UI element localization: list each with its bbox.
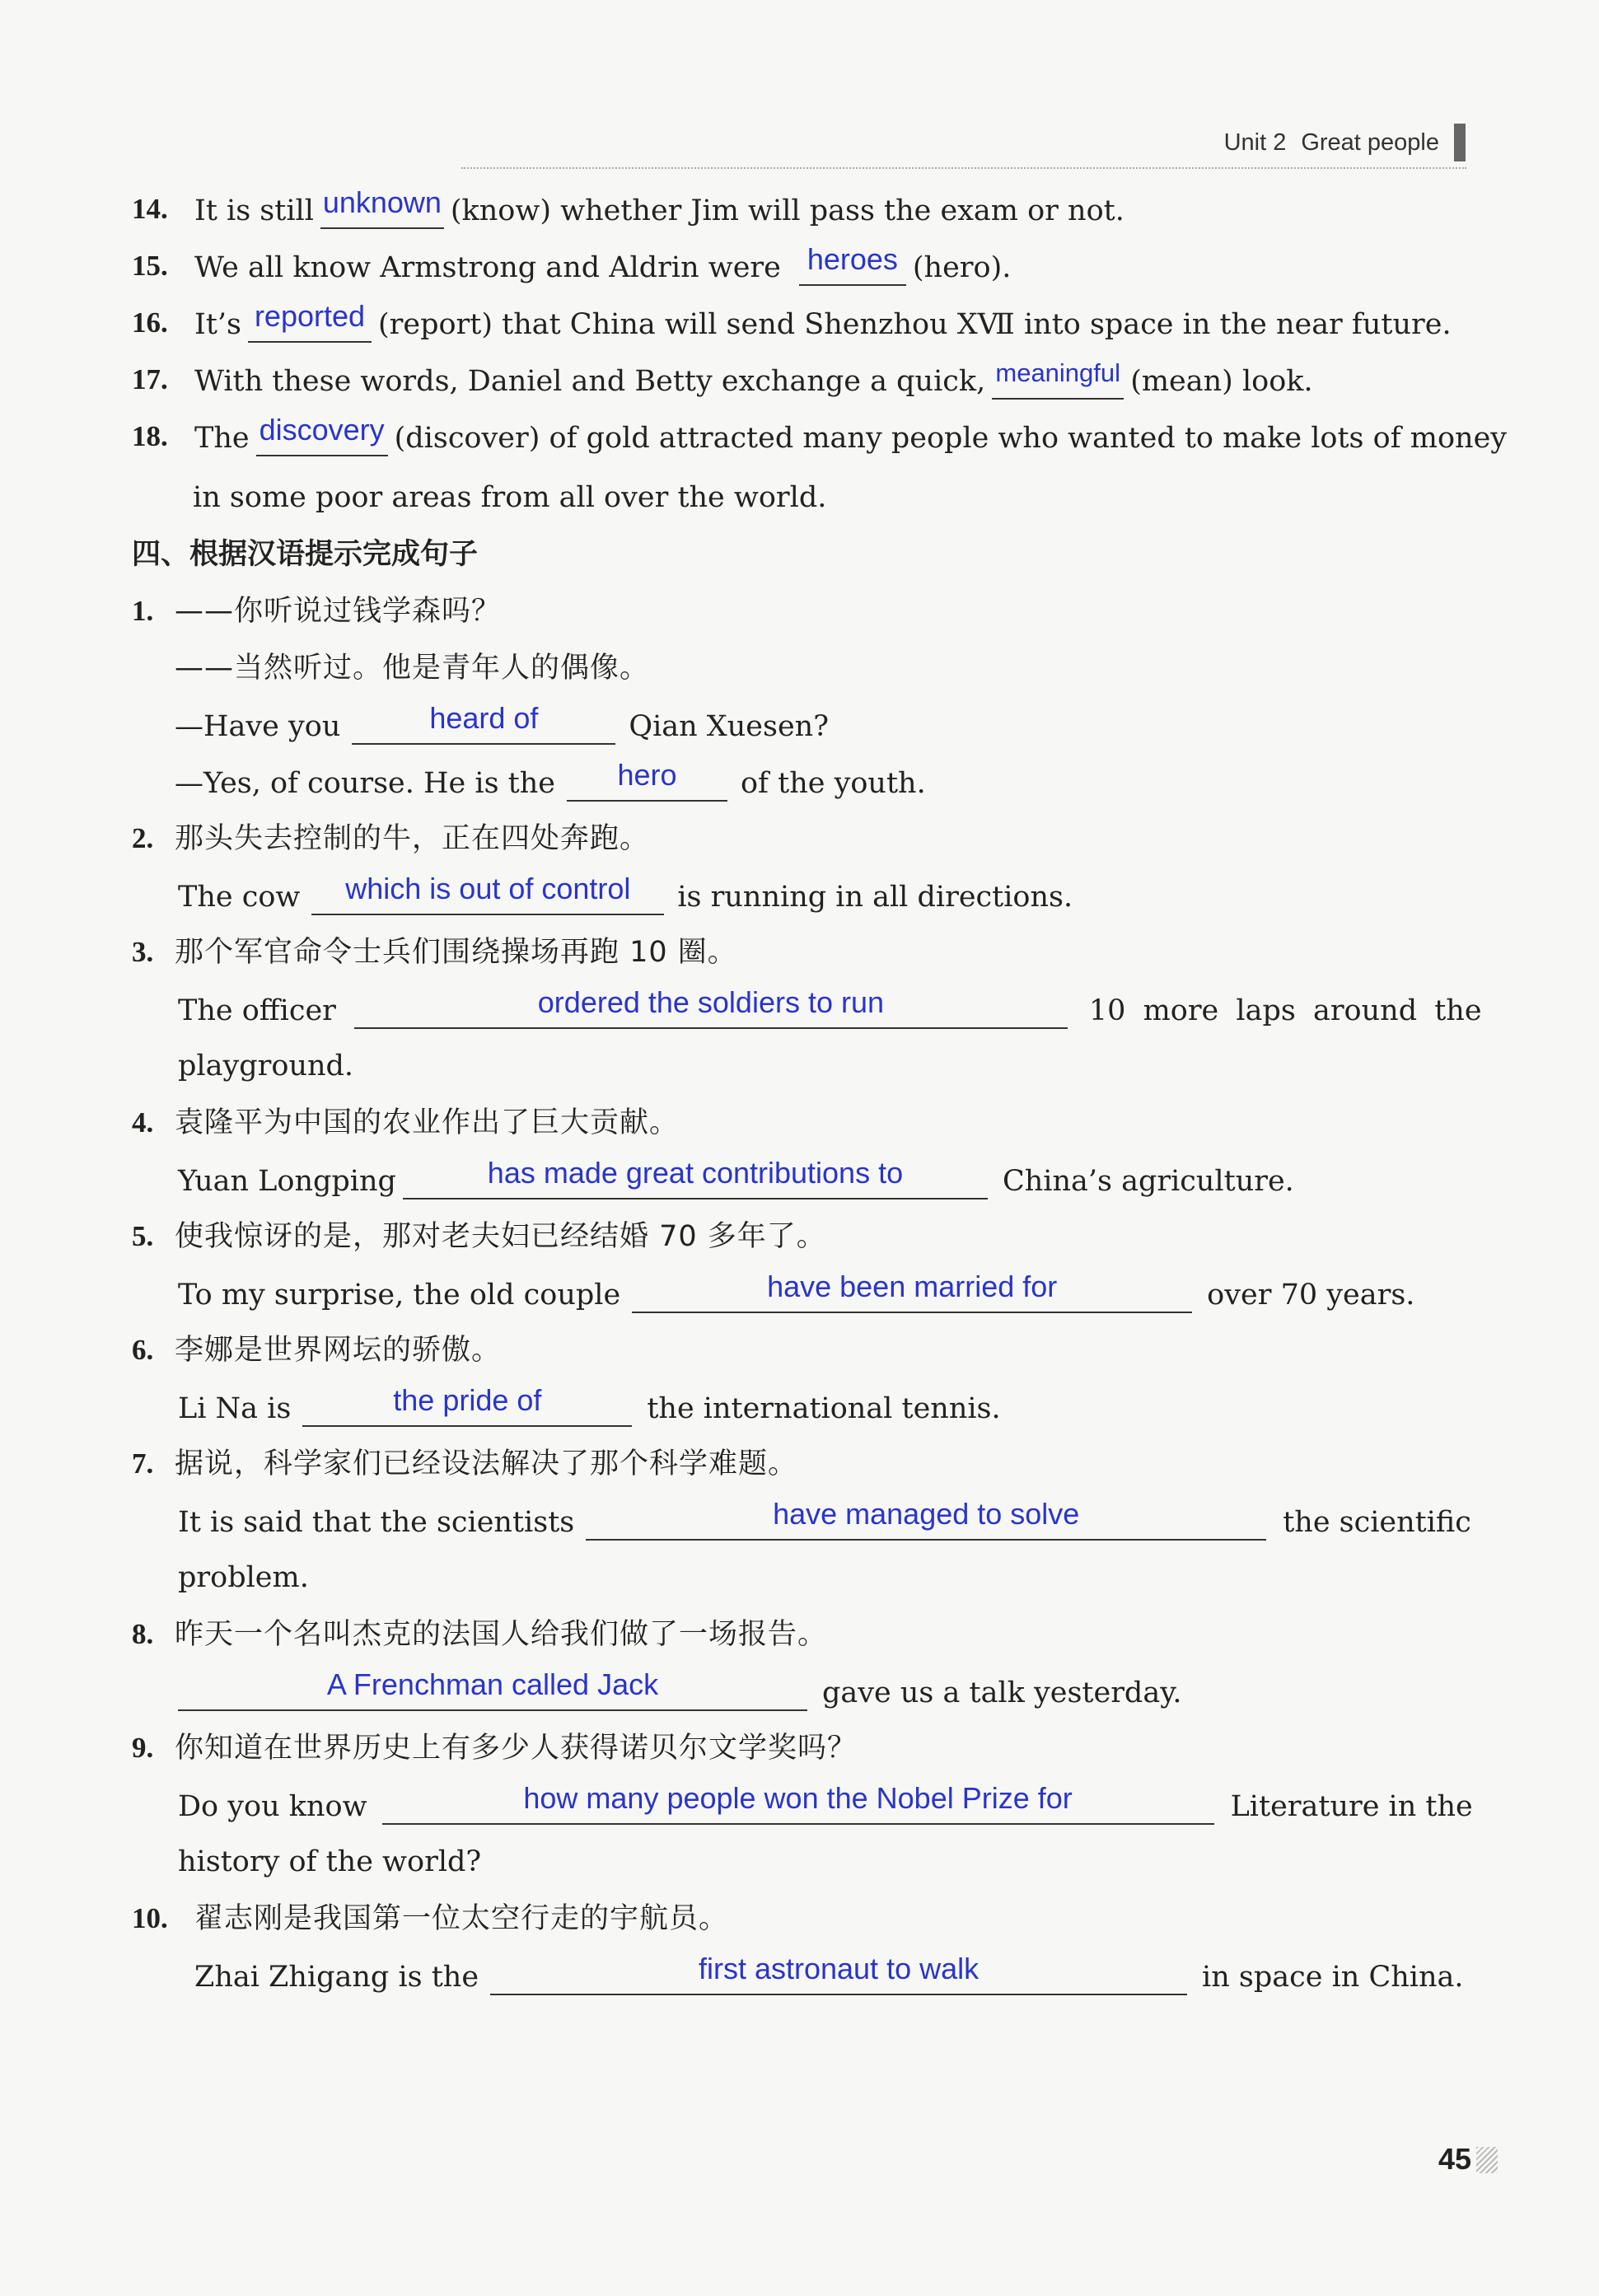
item-text-pre: Yuan Longping bbox=[178, 1165, 396, 1198]
answer-text: have been married for bbox=[767, 1270, 1058, 1303]
item-text-post: (know) whether Jim will pass the exam or not. bbox=[450, 194, 1124, 227]
item-text-post: is running in all directions. bbox=[677, 881, 1073, 914]
item-text-pre: Li Na is bbox=[178, 1392, 292, 1425]
chinese-prompt: 使我惊讶的是，那对老夫妇已经结婚 70 多年了。 bbox=[175, 1220, 826, 1253]
answer-text: have managed to solve bbox=[773, 1497, 1080, 1531]
answer-blank[interactable] bbox=[302, 1383, 632, 1427]
answer-blank[interactable] bbox=[320, 185, 444, 229]
item-text-pre: Zhai Zhigang is the bbox=[194, 1961, 479, 1994]
header-unit: Unit 2 bbox=[1223, 129, 1287, 156]
item-text-post: Literature in the bbox=[1230, 1790, 1473, 1823]
chinese-prompt: 你知道在世界历史上有多少人获得诺贝尔文学奖吗？ bbox=[175, 1732, 858, 1765]
item-text-pre: —Have you bbox=[175, 710, 341, 743]
item-text-post: 10 more laps around the bbox=[1088, 994, 1482, 1027]
answer-blank[interactable] bbox=[352, 701, 615, 745]
item-number: 1. bbox=[132, 595, 154, 627]
item-text-line2: history of the world? bbox=[178, 1845, 482, 1878]
page-corner-hatch-icon bbox=[1476, 2147, 1498, 2173]
item-text-pre: To my surprise, the old couple bbox=[178, 1279, 621, 1312]
answer-blank[interactable] bbox=[354, 985, 1068, 1029]
item-text-pre: It is still bbox=[194, 194, 314, 227]
item-number: 8. bbox=[132, 1618, 154, 1650]
answer-text: hero bbox=[617, 758, 677, 792]
answer-text: reported bbox=[254, 299, 366, 333]
answer-blank[interactable] bbox=[799, 242, 906, 286]
chinese-prompt: 那个军官命令士兵们围绕操场再跑 10 圈。 bbox=[175, 936, 737, 969]
answer-text: which is out of control bbox=[345, 872, 631, 905]
item-text-post: Qian Xuesen? bbox=[629, 710, 829, 743]
answer-blank[interactable] bbox=[403, 1156, 988, 1199]
answer-text: unknown bbox=[322, 185, 442, 219]
item-text-post: gave us a talk yesterday. bbox=[822, 1676, 1182, 1709]
item-text-pre: The officer bbox=[178, 994, 336, 1027]
chinese-prompt: 袁隆平为中国的农业作出了巨大贡献。 bbox=[175, 1106, 680, 1139]
item-text-post: of the youth. bbox=[740, 767, 926, 800]
item-text-pre: The cow bbox=[178, 881, 301, 914]
item-number: 4. bbox=[132, 1106, 154, 1139]
answer-text: the pride of bbox=[393, 1383, 542, 1417]
item-text-post: in space in China. bbox=[1202, 1961, 1464, 1994]
answer-text: heroes bbox=[807, 242, 898, 276]
item-text-post: over 70 years. bbox=[1207, 1279, 1415, 1312]
header-divider bbox=[461, 167, 1466, 169]
item-number: 7. bbox=[132, 1447, 154, 1480]
answer-text: meaningful bbox=[995, 358, 1121, 387]
page-header bbox=[1224, 124, 1466, 161]
answer-blank[interactable] bbox=[586, 1497, 1266, 1541]
chinese-prompt: 翟志刚是我国第一位太空行走的宇航员。 bbox=[194, 1902, 729, 1935]
answer-text: A Frenchman called Jack bbox=[326, 1667, 659, 1701]
item-number: 16. bbox=[132, 306, 168, 339]
header-bar-icon bbox=[1454, 124, 1466, 161]
item-number: 18. bbox=[132, 420, 168, 452]
item-text-pre: The bbox=[194, 422, 250, 455]
item-text-post: (discover) of gold attracted many people who wanted to make lots of money bbox=[394, 422, 1508, 455]
chinese-prompt: ——你听说过钱学森吗？ bbox=[175, 595, 502, 628]
page-number: 45 bbox=[1438, 2142, 1472, 2176]
item-text-post: (hero). bbox=[912, 251, 1012, 284]
header-title: Great people bbox=[1301, 129, 1439, 156]
chinese-prompt: 李娜是世界网坛的骄傲。 bbox=[175, 1334, 502, 1367]
item-text-line2: in some poor areas from all over the world. bbox=[193, 481, 827, 514]
answer-blank[interactable] bbox=[382, 1781, 1214, 1825]
chinese-prompt: ——当然听过。他是青年人的偶像。 bbox=[175, 652, 650, 685]
item-text-pre: It is said that the scientists bbox=[178, 1506, 575, 1539]
answer-blank[interactable] bbox=[992, 358, 1124, 400]
item-text-pre: It’s bbox=[194, 308, 241, 341]
answer-blank[interactable] bbox=[256, 413, 388, 456]
item-number: 9. bbox=[132, 1732, 154, 1764]
answer-blank[interactable] bbox=[490, 1952, 1187, 1995]
item-number: 2. bbox=[132, 822, 154, 854]
answer-text: discovery bbox=[259, 413, 385, 447]
chinese-prompt: 那头失去控制的牛，正在四处奔跑。 bbox=[175, 822, 650, 855]
answer-blank[interactable] bbox=[632, 1270, 1192, 1313]
item-number: 10. bbox=[132, 1902, 168, 1934]
item-number: 6. bbox=[132, 1334, 154, 1366]
item-text-line2: problem. bbox=[178, 1561, 309, 1594]
answer-text: first astronaut to walk bbox=[698, 1952, 980, 1985]
item-number: 3. bbox=[132, 936, 154, 968]
item-text-line2: playground. bbox=[178, 1050, 354, 1083]
item-text-pre: With these words, Daniel and Betty exchange a quick, bbox=[194, 365, 986, 398]
item-number: 14. bbox=[132, 193, 168, 225]
answer-text: has made great contributions to bbox=[487, 1156, 904, 1190]
chinese-prompt: 昨天一个名叫杰克的法国人给我们做了一场报告。 bbox=[175, 1618, 828, 1651]
answer-blank[interactable] bbox=[178, 1667, 807, 1711]
answer-text: ordered the soldiers to run bbox=[537, 985, 885, 1019]
answer-text: heard of bbox=[429, 701, 539, 735]
item-number: 17. bbox=[132, 363, 168, 395]
item-text-pre: Do you know bbox=[178, 1790, 367, 1823]
item-text-post: the scientific bbox=[1283, 1506, 1471, 1539]
item-text-post: China’s agriculture. bbox=[1002, 1165, 1294, 1198]
chinese-prompt: 据说，科学家们已经设法解决了那个科学难题。 bbox=[175, 1447, 798, 1480]
item-text-post: (mean) look. bbox=[1130, 365, 1313, 398]
item-number: 15. bbox=[132, 250, 168, 282]
answer-blank[interactable] bbox=[311, 872, 664, 915]
item-text-post: (report) that China will send Shenzhou ⅩⅦ into space in the near future. bbox=[377, 308, 1452, 341]
item-text-pre: —Yes, of course. He is the bbox=[175, 767, 555, 800]
item-number: 5. bbox=[132, 1220, 154, 1252]
answer-blank[interactable] bbox=[248, 299, 372, 343]
item-text-post: the international tennis. bbox=[647, 1392, 1001, 1425]
answer-text: how many people won the Nobel Prize for bbox=[523, 1781, 1073, 1815]
item-text-pre: We all know Armstrong and Aldrin were bbox=[194, 251, 781, 284]
answer-blank[interactable] bbox=[567, 758, 727, 802]
section-title-text: 四、根据汉语提示完成句子 bbox=[132, 538, 479, 571]
